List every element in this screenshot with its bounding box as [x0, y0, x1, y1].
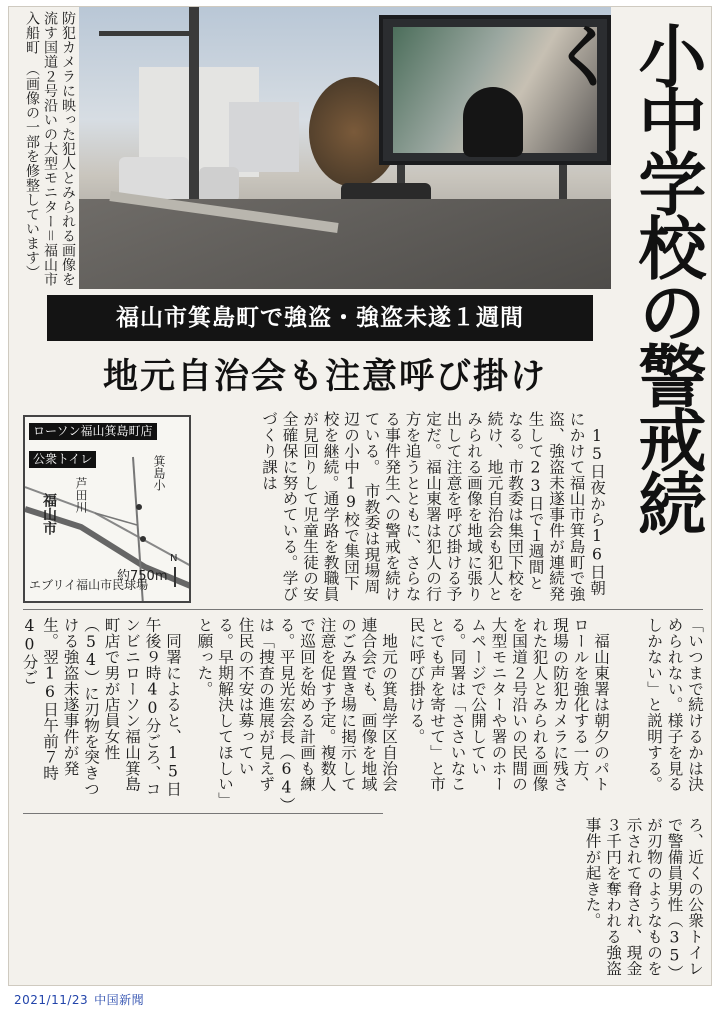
article-paragraph-3: 福山東署は朝夕のパトロールを強化する一方、現場の防犯カメラに残された犯人とみられる画像を国道２号沿いの民間の大型モニターや署のホームページで公開している。同署は「ささいなことでも声を寄せて」と市民に呼び掛ける。	[407, 617, 610, 792]
map-store-label: ローソン福山箕島町店	[29, 423, 157, 440]
photo-caption: 防犯カメラに映った犯人とみられる画像を流す国道２号沿いの大型モニター＝福山市入船町 （画像の一部を修整しています）	[24, 11, 76, 287]
column-divider	[23, 609, 703, 610]
subheadline: 地元自治会も注意呼び掛け	[102, 357, 547, 397]
article-paragraph-5: 同署によると、15日午後９時40分ごろ、コンビニローソン福山箕島町店で男が店員女性（54）に刃物を突きつける強盗未遂事件が発生。翌16日午前７時40分ご	[20, 617, 182, 797]
footer-date-text: 2021/11/23	[14, 993, 89, 1007]
article-paragraph-2: 「いつまで続けるかは決められない。様子を見るしかない」と説明する。	[645, 617, 704, 792]
article-paragraph-1: 15日夜から16日朝にかけて福山市箕島町で強盗、強盗未遂事件が連続発生して23日で１週間となる。市教委は集団下校を続け、地元自治会も犯人とみられる画像を地域に張り出して注意を呼び掛ける予定だ。福山東署は犯人の行方を追うとともに、さらなる事件発生への警戒を続けている。 市教委は現場周辺の小中19校で集団下校を継続。通学路を教職員が見回りして児童生徒の安全確保に努めている。学びづくり課は	[260, 411, 606, 602]
footer-date	[14, 991, 144, 1008]
headline: 小中学校の警戒続く	[539, 21, 707, 533]
map-school-label: 箕島小	[152, 455, 166, 491]
article-paragraph-6: ろ、近くの公衆トイレで警備員男性（35）が刃物のようなものを示されて脅され、現金３千円を奪われる強盗事件が起きた。	[583, 817, 704, 976]
map-north-label: N	[170, 553, 178, 564]
location-map	[23, 415, 191, 603]
article-paragraph-4: 地元の箕島学区自治会連合会でも、画像を地域のごみ置き場に掲示して注意を促す予定。複数人で巡回を始める計画も練る。平見光宏会長（64）は「捜査の進展が見えず住民の不安は募っている。早期解決してほしい」と願った。	[195, 617, 398, 805]
suspect-silhouette	[463, 87, 523, 157]
column-divider-2	[23, 813, 383, 814]
banner-heading: 福山市箕島町で強盗・強盗未遂１週間	[47, 295, 593, 341]
map-stadium-label: エブリイ福山市民球場	[29, 578, 149, 592]
news-photo	[79, 7, 611, 289]
map-toilet-label: 公衆トイレ	[29, 451, 96, 468]
footer-paper-name: 中国新聞	[94, 993, 145, 1007]
map-city-label: 福山市	[41, 493, 57, 535]
map-distance-label: 約750m	[117, 569, 168, 584]
map-river-label: 芦田川	[74, 477, 88, 513]
newspaper-clipping	[8, 6, 712, 986]
